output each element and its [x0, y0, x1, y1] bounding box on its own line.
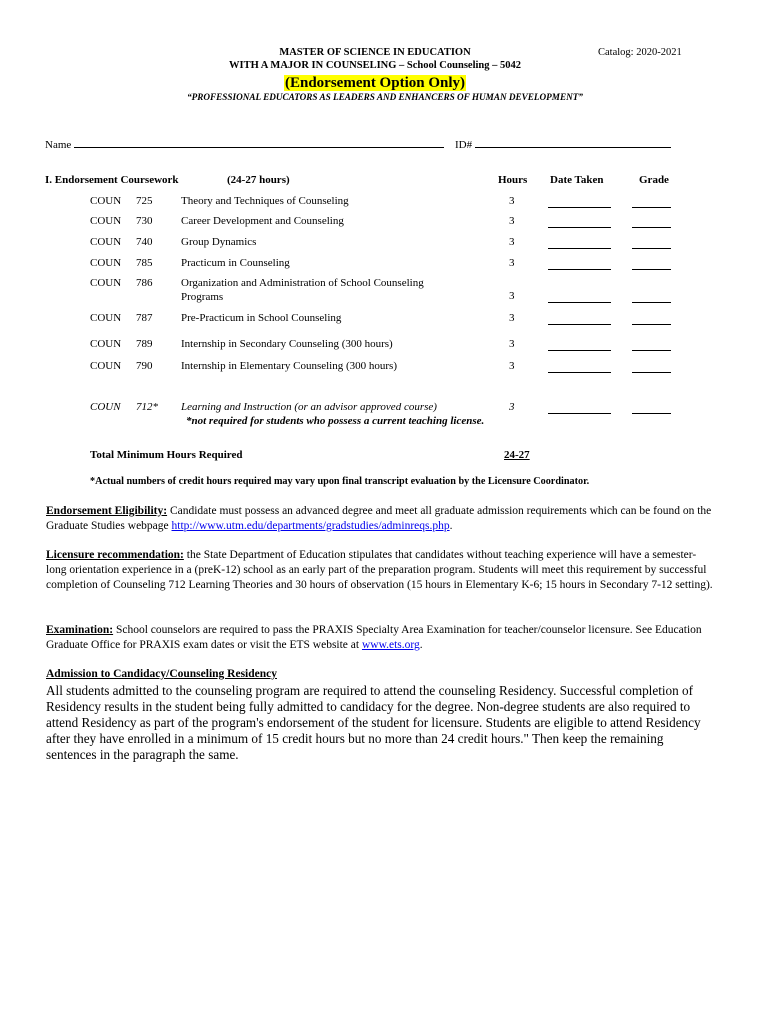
date-taken-blank[interactable]	[548, 197, 611, 208]
course-hours: 3	[509, 195, 515, 207]
eligibility-tail: .	[449, 520, 453, 532]
ets-link[interactable]: www.ets.org	[361, 639, 420, 651]
course-hours: 3	[509, 215, 515, 227]
column-date-taken: Date Taken	[550, 174, 604, 186]
course-title: Practicum in Counseling	[181, 257, 290, 269]
course-number: 787	[136, 312, 153, 324]
grade-blank[interactable]	[632, 340, 671, 351]
admission-heading: Admission to Candidacy/Counseling Residency	[46, 668, 277, 680]
course-number: 785	[136, 257, 153, 269]
id-label: ID#	[455, 139, 473, 151]
program-subtitle: WITH A MAJOR IN COUNSELING – School Counseling – 5042	[228, 60, 521, 71]
course-title: Organization and Administration of School Counseling	[181, 277, 424, 289]
total-value: 24-27	[504, 449, 530, 461]
course-hours: 3	[509, 257, 515, 269]
grade-blank[interactable]	[632, 314, 671, 325]
examination-paragraph	[46, 623, 716, 653]
course-number: 786	[136, 277, 153, 289]
name-label: Name	[45, 139, 72, 151]
eligibility-paragraph	[46, 504, 716, 534]
course-title: Theory and Techniques of Counseling	[181, 195, 349, 207]
licensure-text: the State Department of Education stipulates that candidates without teaching experience will have a semester-long orientation experience in a (preK-12) school as an early part of the preparation program. Students will meet this requirement by successful completion of Counseling 712 Learning Theories and 30 hours of observation (15 hours in Elementary K-6; 15 hours in Secondary 7-12 setting).	[46, 549, 713, 591]
grade-blank[interactable]	[632, 197, 671, 208]
name-blank[interactable]	[74, 137, 444, 148]
course-hours: 3	[509, 338, 515, 350]
course-number: 730	[136, 215, 153, 227]
grade-blank[interactable]	[632, 238, 671, 249]
course-dept: COUN	[90, 215, 122, 227]
course-footnote: *not required for students who possess a current teaching license.	[186, 415, 485, 427]
grade-blank[interactable]	[632, 217, 671, 228]
course-title: Career Development and Counseling	[181, 215, 344, 227]
id-field[interactable]	[455, 137, 671, 151]
course-title-continued: Programs	[181, 291, 224, 303]
column-hours: Hours	[498, 174, 528, 186]
course-number: 725	[136, 195, 153, 207]
course-title: Pre-Practicum in School Counseling	[181, 312, 342, 324]
date-taken-blank[interactable]	[548, 217, 611, 228]
eligibility-heading: Endorsement Eligibility:	[46, 505, 168, 517]
grad-studies-link[interactable]: http://www.utm.edu/departments/gradstudies/adminreqs.php	[171, 520, 450, 532]
date-taken-blank[interactable]	[548, 238, 611, 249]
eligibility-text: Candidate must possess an advanced degree and meet all graduate admission requirements which can be found on the Graduate Studies webpage	[46, 505, 712, 532]
id-blank[interactable]	[475, 137, 671, 148]
admission-paragraph: All students admitted to the counseling program are required to attend the counseling Residency. Successful completion of Residency results in the student being fully admitted to candidacy for the degree. Non-degree students are also required to attend Residency as part of the program's endorsement of the student for licensure. Students are eligible to attend Residency after they have enrolled in a minimum of 15 credit hours but no more than 24 credit hours." Then keep the remaining sentences in the paragraph the same.	[46, 683, 701, 762]
course-dept: COUN	[90, 236, 122, 248]
date-taken-blank[interactable]	[548, 259, 611, 270]
credit-hours-note: *Actual numbers of credit hours required may vary upon final transcript evaluation by the Licensure Coordinator.	[90, 476, 590, 487]
column-grade: Grade	[639, 174, 669, 186]
examination-text: School counselors are required to pass the PRAXIS Specialty Area Examination for teacher/counselor licensure. See Education Graduate Office for PRAXIS exam dates or visit the ETS website at	[46, 624, 702, 651]
course-number: 740	[136, 236, 153, 248]
total-label: Total Minimum Hours Required	[90, 449, 243, 461]
course-dept: COUN	[90, 277, 122, 289]
grade-blank[interactable]	[632, 362, 671, 373]
examination-heading: Examination:	[46, 624, 114, 636]
course-dept: COUN	[90, 195, 122, 207]
date-taken-blank[interactable]	[548, 403, 611, 414]
date-taken-blank[interactable]	[548, 362, 611, 373]
course-number: 712*	[136, 401, 158, 413]
catalog-year: Catalog: 2020-2021	[598, 47, 682, 58]
course-hours: 3	[509, 236, 515, 248]
course-hours: 3	[509, 360, 515, 372]
examination-tail: .	[419, 639, 423, 651]
course-number: 790	[136, 360, 153, 372]
section-hours-range: (24-27 hours)	[227, 174, 290, 186]
date-taken-blank[interactable]	[548, 292, 611, 303]
date-taken-blank[interactable]	[548, 340, 611, 351]
course-dept: COUN	[90, 360, 122, 372]
course-hours: 3	[509, 290, 515, 302]
grade-blank[interactable]	[632, 403, 671, 414]
grade-blank[interactable]	[632, 292, 671, 303]
endorsement-highlight: (Endorsement Option Only)	[284, 75, 465, 91]
licensure-heading: Licensure recommendation:	[46, 549, 184, 561]
grade-blank[interactable]	[632, 259, 671, 270]
course-title: Internship in Secondary Counseling (300 hours)	[181, 338, 393, 350]
course-hours: 3	[509, 401, 515, 413]
course-dept: COUN	[90, 312, 122, 324]
name-field[interactable]	[45, 137, 444, 151]
program-title: MASTER OF SCIENCE IN EDUCATION	[279, 47, 471, 58]
course-title: Group Dynamics	[181, 236, 257, 248]
course-dept: COUN	[90, 338, 122, 350]
course-dept: COUN	[90, 257, 122, 269]
section-title: I. Endorsement Coursework	[45, 174, 179, 186]
course-hours: 3	[509, 312, 515, 324]
course-title: Internship in Elementary Counseling (300 hours)	[181, 360, 397, 372]
date-taken-blank[interactable]	[548, 314, 611, 325]
endorsement-banner	[185, 74, 565, 92]
course-title: Learning and Instruction (or an advisor approved course)	[181, 401, 437, 413]
course-dept: COUN	[90, 401, 121, 413]
course-number: 789	[136, 338, 153, 350]
licensure-paragraph	[46, 548, 716, 593]
program-motto: “PROFESSIONAL EDUCATORS AS LEADERS AND ENHANCERS OF HUMAN DEVELOPMENT”	[187, 92, 583, 102]
